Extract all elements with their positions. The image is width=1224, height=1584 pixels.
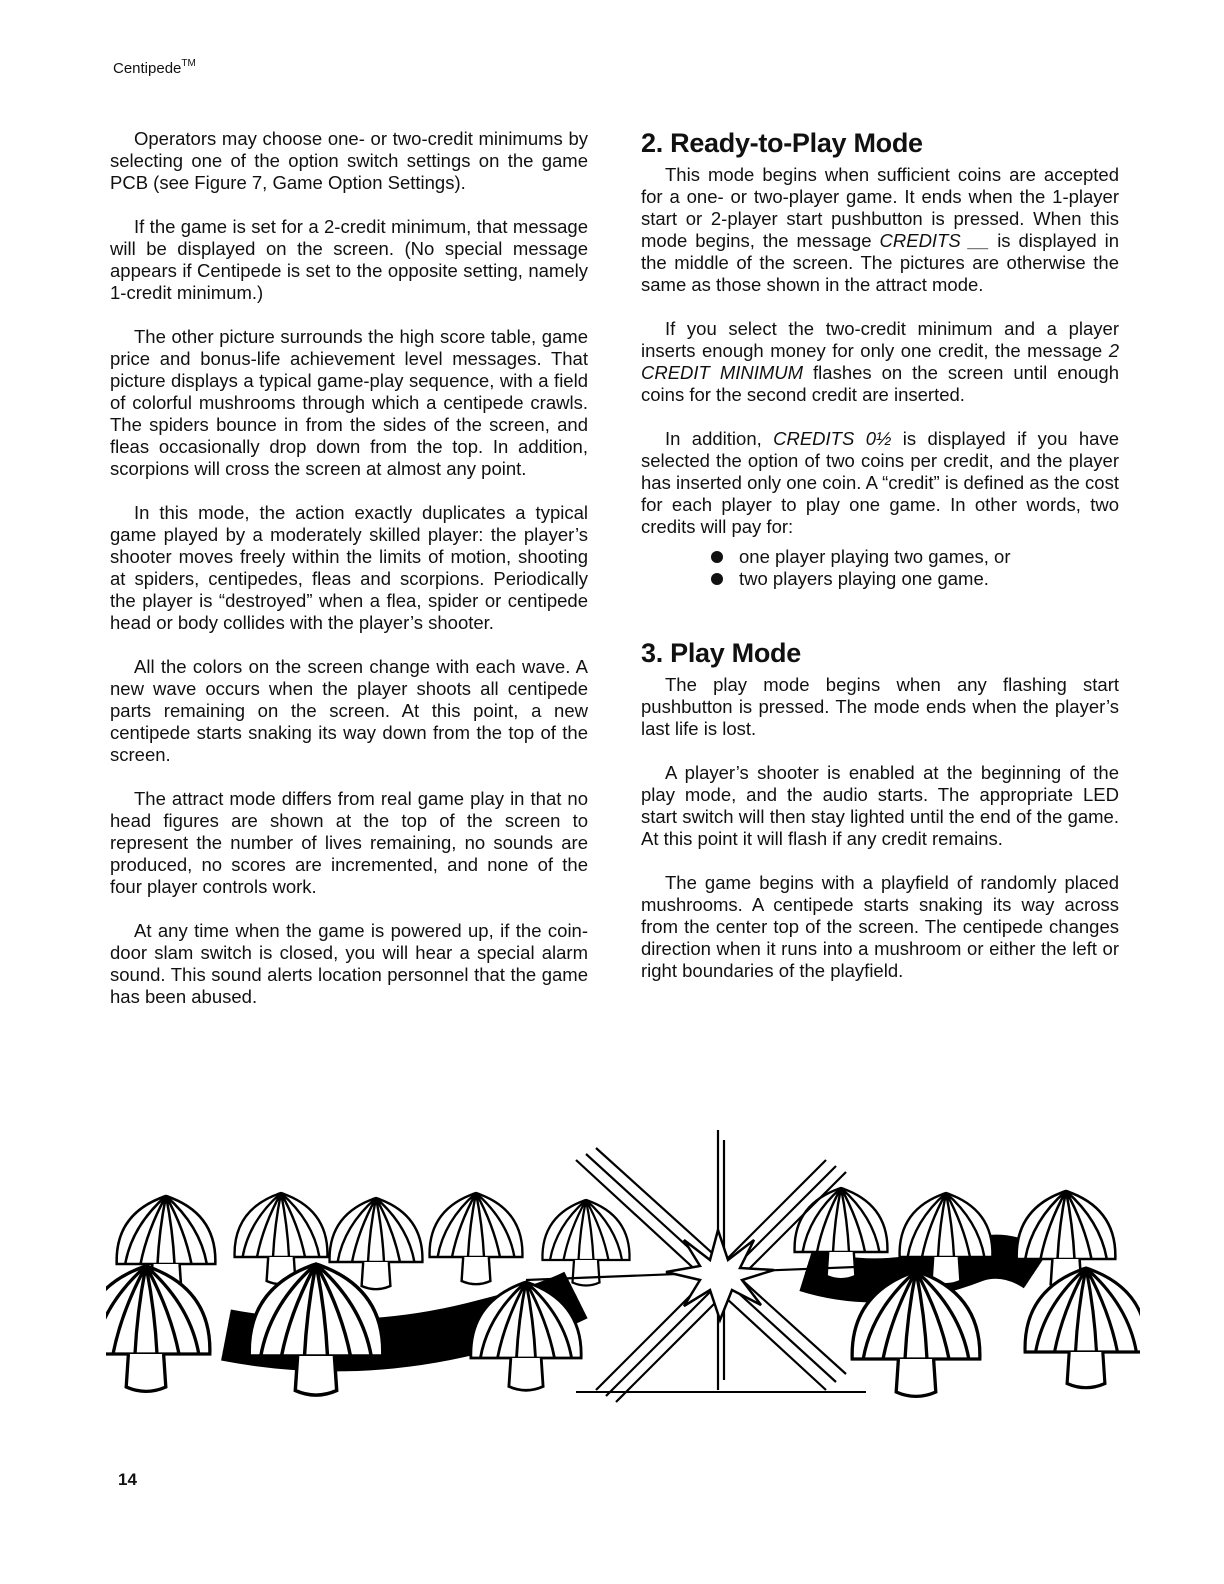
bullet-icon [711, 551, 723, 563]
bullet-list [641, 546, 1119, 590]
left-column [110, 128, 588, 1030]
trademark-mark: TM [181, 58, 196, 69]
body-paragraph: This mode begins when sufficient coins are accepted for a one- or two-player game. It ends when the 1-player start or 2-player start pushbutton is pressed. When this mode begins, the message CREDITS __ is displayed in the middle of the screen. The pictures are otherwise the same as those shown in the attract mode. [641, 164, 1120, 295]
body-paragraph: The game begins with a playfield of randomly placed mushrooms. A centipede starts snaking its way across from the center top of the screen. The centipede changes direction when it runs into a mushroom or either the left or right boundaries of the playfield. [641, 872, 1119, 981]
page-number: 14 [118, 1470, 137, 1489]
list-item: two players playing one game. [705, 568, 1119, 590]
list-item: one player playing two games, or [705, 546, 1119, 568]
body-paragraph: At any time when the game is powered up, if the coin-door slam switch is closed, you will hear a special alarm sound. This sound alerts location personnel that the game has been abused. [110, 920, 588, 1007]
body-paragraph: A player’s shooter is enabled at the beginning of the play mode, and the audio starts. The appropriate LED start switch will then stay lighted until the end of the game. At this point it will flash if any credit remains. [641, 762, 1119, 849]
body-paragraph: The play mode begins when any flashing start pushbutton is pressed. The mode ends when the player’s last life is lost. [641, 674, 1119, 739]
screen-message: CREDITS 0½ [773, 428, 892, 449]
body-paragraph: In this mode, the action exactly duplicates a typical game played by a moderately skilled player: the player’s shooter moves freely within the limits of motion, shooting at spiders, centipedes, fleas and scorpions. Periodically the player is “destroyed” when a flea, spider or centipede head or body collides with the player’s shooter. [110, 502, 588, 633]
screen-message: CREDITS __ [879, 230, 990, 251]
body-paragraph: If you select the two-credit minimum and a player inserts enough money for only one credit, the message 2 CREDIT MINIMUM flashes on the screen until enough coins for the second credit are inserted. [641, 318, 1119, 405]
body-paragraph: If the game is set for a 2-credit minimum, that message will be displayed on the screen. (No special message appears if Centipede is set to the opposite setting, namely 1-credit minimum.) [110, 216, 588, 303]
header-title: Centipede [113, 60, 182, 77]
body-paragraph: The attract mode differs from real game play in that no head figures are shown at the top of the screen to represent the number of lives remaining, no sounds are produced, no scores are incremented, and none of the four player controls work. [110, 788, 588, 897]
running-header [113, 58, 196, 77]
bullet-icon [711, 573, 723, 585]
body-paragraph: All the colors on the screen change with each wave. A new wave occurs when the player shoots all centipede parts remaining on the screen. At this point, a new centipede starts snaking its way down from the top of the screen. [110, 656, 588, 765]
mushroom-field-illustration [106, 1120, 1140, 1410]
body-paragraph: Operators may choose one- or two-credit minimums by selecting one of the option switch settings on the game PCB (see Figure 7, Game Option Settings). [110, 128, 588, 193]
section-heading-ready: 2. Ready-to-Play Mode [641, 128, 923, 158]
body-paragraph: In addition, CREDITS 0½ is displayed if you have selected the option of two coins per credit, and the player has inserted only one coin. A “credit” is defined as the cost for each player to play one game. In other words, two credits will pay for: [641, 428, 1120, 537]
screen-message: 2 CREDIT MINIMUM [641, 340, 1119, 383]
right-column [641, 128, 1119, 1004]
section-heading-play: 3. Play Mode [641, 638, 801, 668]
body-paragraph: The other picture surrounds the high score table, game price and bonus-life achievement level messages. That picture displays a typical game-play sequence, with a field of colorful mushrooms through which a centipede crawls. The spiders bounce in from the sides of the screen, and fleas occasionally drop down from the top. In addition, scorpions will cross the screen at almost any point. [110, 326, 588, 479]
